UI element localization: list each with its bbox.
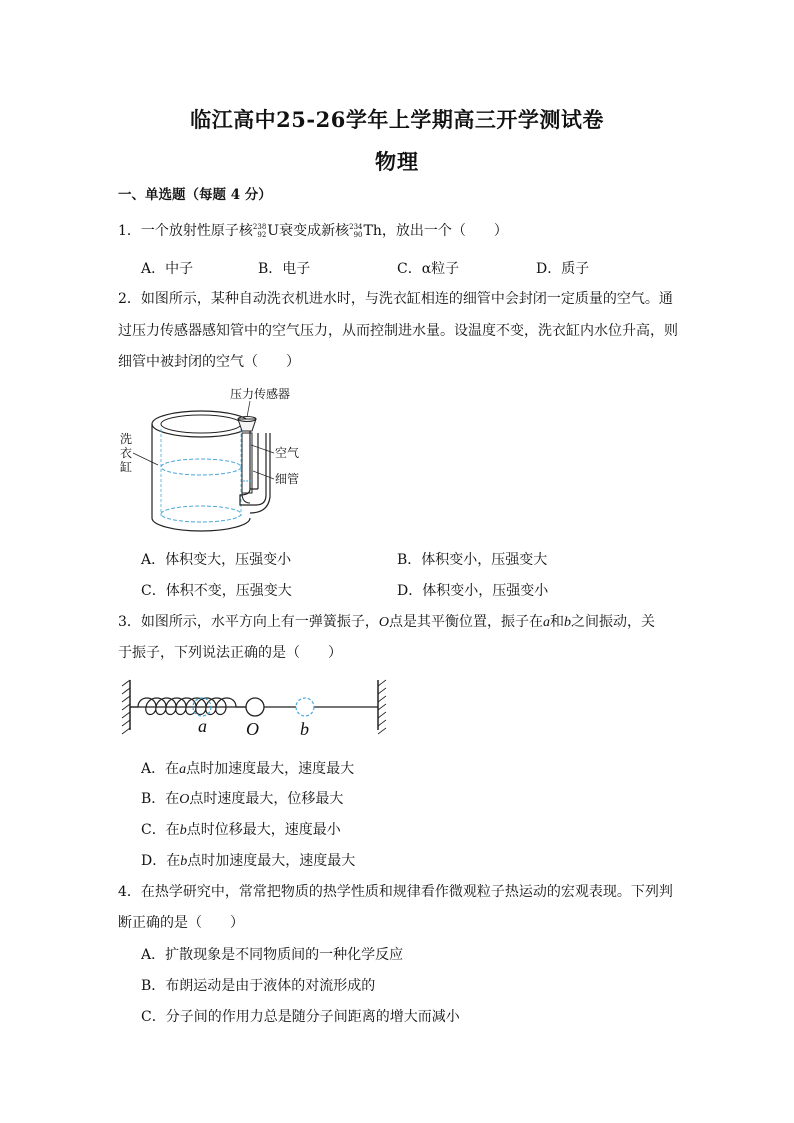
left-wall-hatch bbox=[122, 680, 130, 734]
connecting-pipe bbox=[240, 433, 266, 505]
q3-option-c-post: 点时位移最大，速度最小 bbox=[186, 822, 341, 838]
q3-option-c-point: b bbox=[179, 823, 187, 838]
q2-option-c[interactable]: C．体积不变，压强变大 bbox=[141, 583, 292, 599]
q3-text-2: 点是其平衡位置，振子在 bbox=[389, 614, 544, 630]
question-4-line-1: 4．在热学研究中，常常把物质的热学性质和规律看作微观粒子热运动的宏观表现。下列判 bbox=[118, 884, 673, 900]
q2-option-d[interactable]: D．体积变小，压强变小 bbox=[397, 583, 549, 599]
q3-text-1: 3．如图所示，水平方向上有一弹簧振子， bbox=[118, 614, 379, 630]
question-4-line-2: 断正确的是（ ） bbox=[118, 915, 244, 931]
q3-option-c[interactable] bbox=[141, 821, 341, 840]
q3-option-c-pre: C．在 bbox=[141, 822, 180, 838]
pipe-bottom-join bbox=[250, 433, 270, 513]
q4-option-c[interactable]: C．分子间的作用力总是随分子间距离的增大而减小 bbox=[141, 1009, 460, 1025]
spring-oscillator-figure bbox=[122, 680, 392, 740]
question-3-line-2: 于振子，下列说法正确的是（ ） bbox=[118, 645, 342, 661]
thorium-mass-number: 234 bbox=[349, 223, 363, 231]
water-level-lower bbox=[161, 506, 241, 522]
q3-option-b-pre: B．在 bbox=[141, 791, 180, 807]
label-pressure-sensor: 压力传感器 bbox=[230, 387, 291, 401]
label-tub-2: 衣 bbox=[120, 446, 133, 460]
exam-title: 临江高中25-26学年上学期高三开学测试卷 bbox=[190, 107, 604, 132]
q1-prefix: 1．一个放射性原子核 bbox=[118, 223, 253, 239]
question-1-stem bbox=[118, 222, 508, 240]
q3-option-d-post: 点时加速度最大，速度最大 bbox=[187, 853, 356, 869]
q3-option-a-point: a bbox=[179, 762, 187, 777]
question-2-line-2: 过压力传感器感知管中的空气压力，从而控制进水量。设温度不变，洗衣缸内水位升高，则 bbox=[118, 323, 678, 339]
question-2-line-3: 细管中被封闭的空气（ ） bbox=[118, 354, 300, 370]
q3-option-b-post: 点时速度最大，位移最大 bbox=[189, 791, 344, 807]
q3-option-d[interactable] bbox=[141, 852, 355, 871]
label-tub-3: 缸 bbox=[120, 460, 133, 474]
q3-option-a[interactable] bbox=[141, 760, 354, 779]
q1-suffix: ，放出一个（ ） bbox=[381, 223, 508, 239]
pointer-tub bbox=[133, 453, 158, 465]
q3-point-O: O bbox=[378, 615, 390, 630]
q1-middle: 衰变成新核 bbox=[279, 223, 350, 239]
water-level-upper bbox=[161, 459, 241, 475]
washing-machine-figure bbox=[118, 385, 318, 535]
q3-option-d-pre: D．在 bbox=[141, 853, 181, 869]
q2-option-b[interactable]: B．体积变小，压强变大 bbox=[397, 552, 548, 568]
uranium-nucleus bbox=[253, 222, 279, 240]
thorium-atomic-number: 90 bbox=[353, 231, 363, 239]
uranium-symbol: U bbox=[267, 223, 280, 239]
label-a: a bbox=[198, 716, 207, 736]
label-fine-tube: 细管 bbox=[275, 472, 300, 486]
uranium-atomic-number: 92 bbox=[257, 231, 267, 239]
q3-option-a-post: 点时加速度最大，速度最大 bbox=[186, 761, 355, 777]
q3-point-b: b bbox=[564, 615, 572, 630]
q3-option-a-pre: A．在 bbox=[141, 761, 180, 777]
q3-text-3: 和 bbox=[550, 614, 565, 630]
label-tub-1: 洗 bbox=[120, 432, 133, 446]
label-air: 空气 bbox=[275, 446, 300, 460]
q4-option-a[interactable]: A．扩散现象是不同物质间的一种化学反应 bbox=[141, 947, 404, 963]
q4-option-b[interactable]: B．布朗运动是由于液体的对流形成的 bbox=[141, 978, 376, 994]
spring bbox=[130, 698, 246, 715]
position-b-marker bbox=[296, 698, 314, 716]
pointer-sensor bbox=[247, 401, 250, 417]
exam-subject: 物理 bbox=[375, 149, 419, 174]
tub-bottom bbox=[152, 518, 250, 531]
section-heading: 一、单选题（每题 4 分） bbox=[118, 187, 272, 203]
q1-option-a[interactable]: A．中子 bbox=[141, 261, 194, 277]
q1-option-d[interactable]: D．质子 bbox=[536, 261, 590, 277]
uranium-mass-number: 238 bbox=[252, 223, 267, 231]
right-wall-hatch bbox=[378, 680, 386, 734]
thorium-nucleus bbox=[349, 222, 382, 240]
pointer-fine-tube bbox=[253, 471, 274, 479]
question-3-line-1 bbox=[118, 613, 655, 632]
q3-option-d-point: b bbox=[180, 854, 188, 869]
q1-option-b[interactable]: B．电子 bbox=[258, 261, 311, 277]
tub-top-inner bbox=[161, 415, 241, 433]
q2-option-a[interactable]: A．体积变大，压强变小 bbox=[141, 552, 292, 568]
q1-option-c[interactable]: C．α粒子 bbox=[397, 261, 460, 277]
q3-option-b[interactable] bbox=[141, 790, 343, 809]
oscillator-ball bbox=[246, 698, 264, 716]
question-2-line-1: 2．如图所示，某种自动洗衣机进水时，与洗衣缸相连的细管中会封闭一定质量的空气。通 bbox=[118, 291, 673, 307]
q3-point-a: a bbox=[543, 615, 551, 630]
label-O: O bbox=[246, 719, 259, 739]
label-b: b bbox=[300, 719, 309, 739]
q3-option-b-point: O bbox=[179, 792, 190, 807]
q3-text-4: 之间振动，关 bbox=[571, 614, 656, 630]
thorium-symbol: Th bbox=[363, 223, 382, 239]
